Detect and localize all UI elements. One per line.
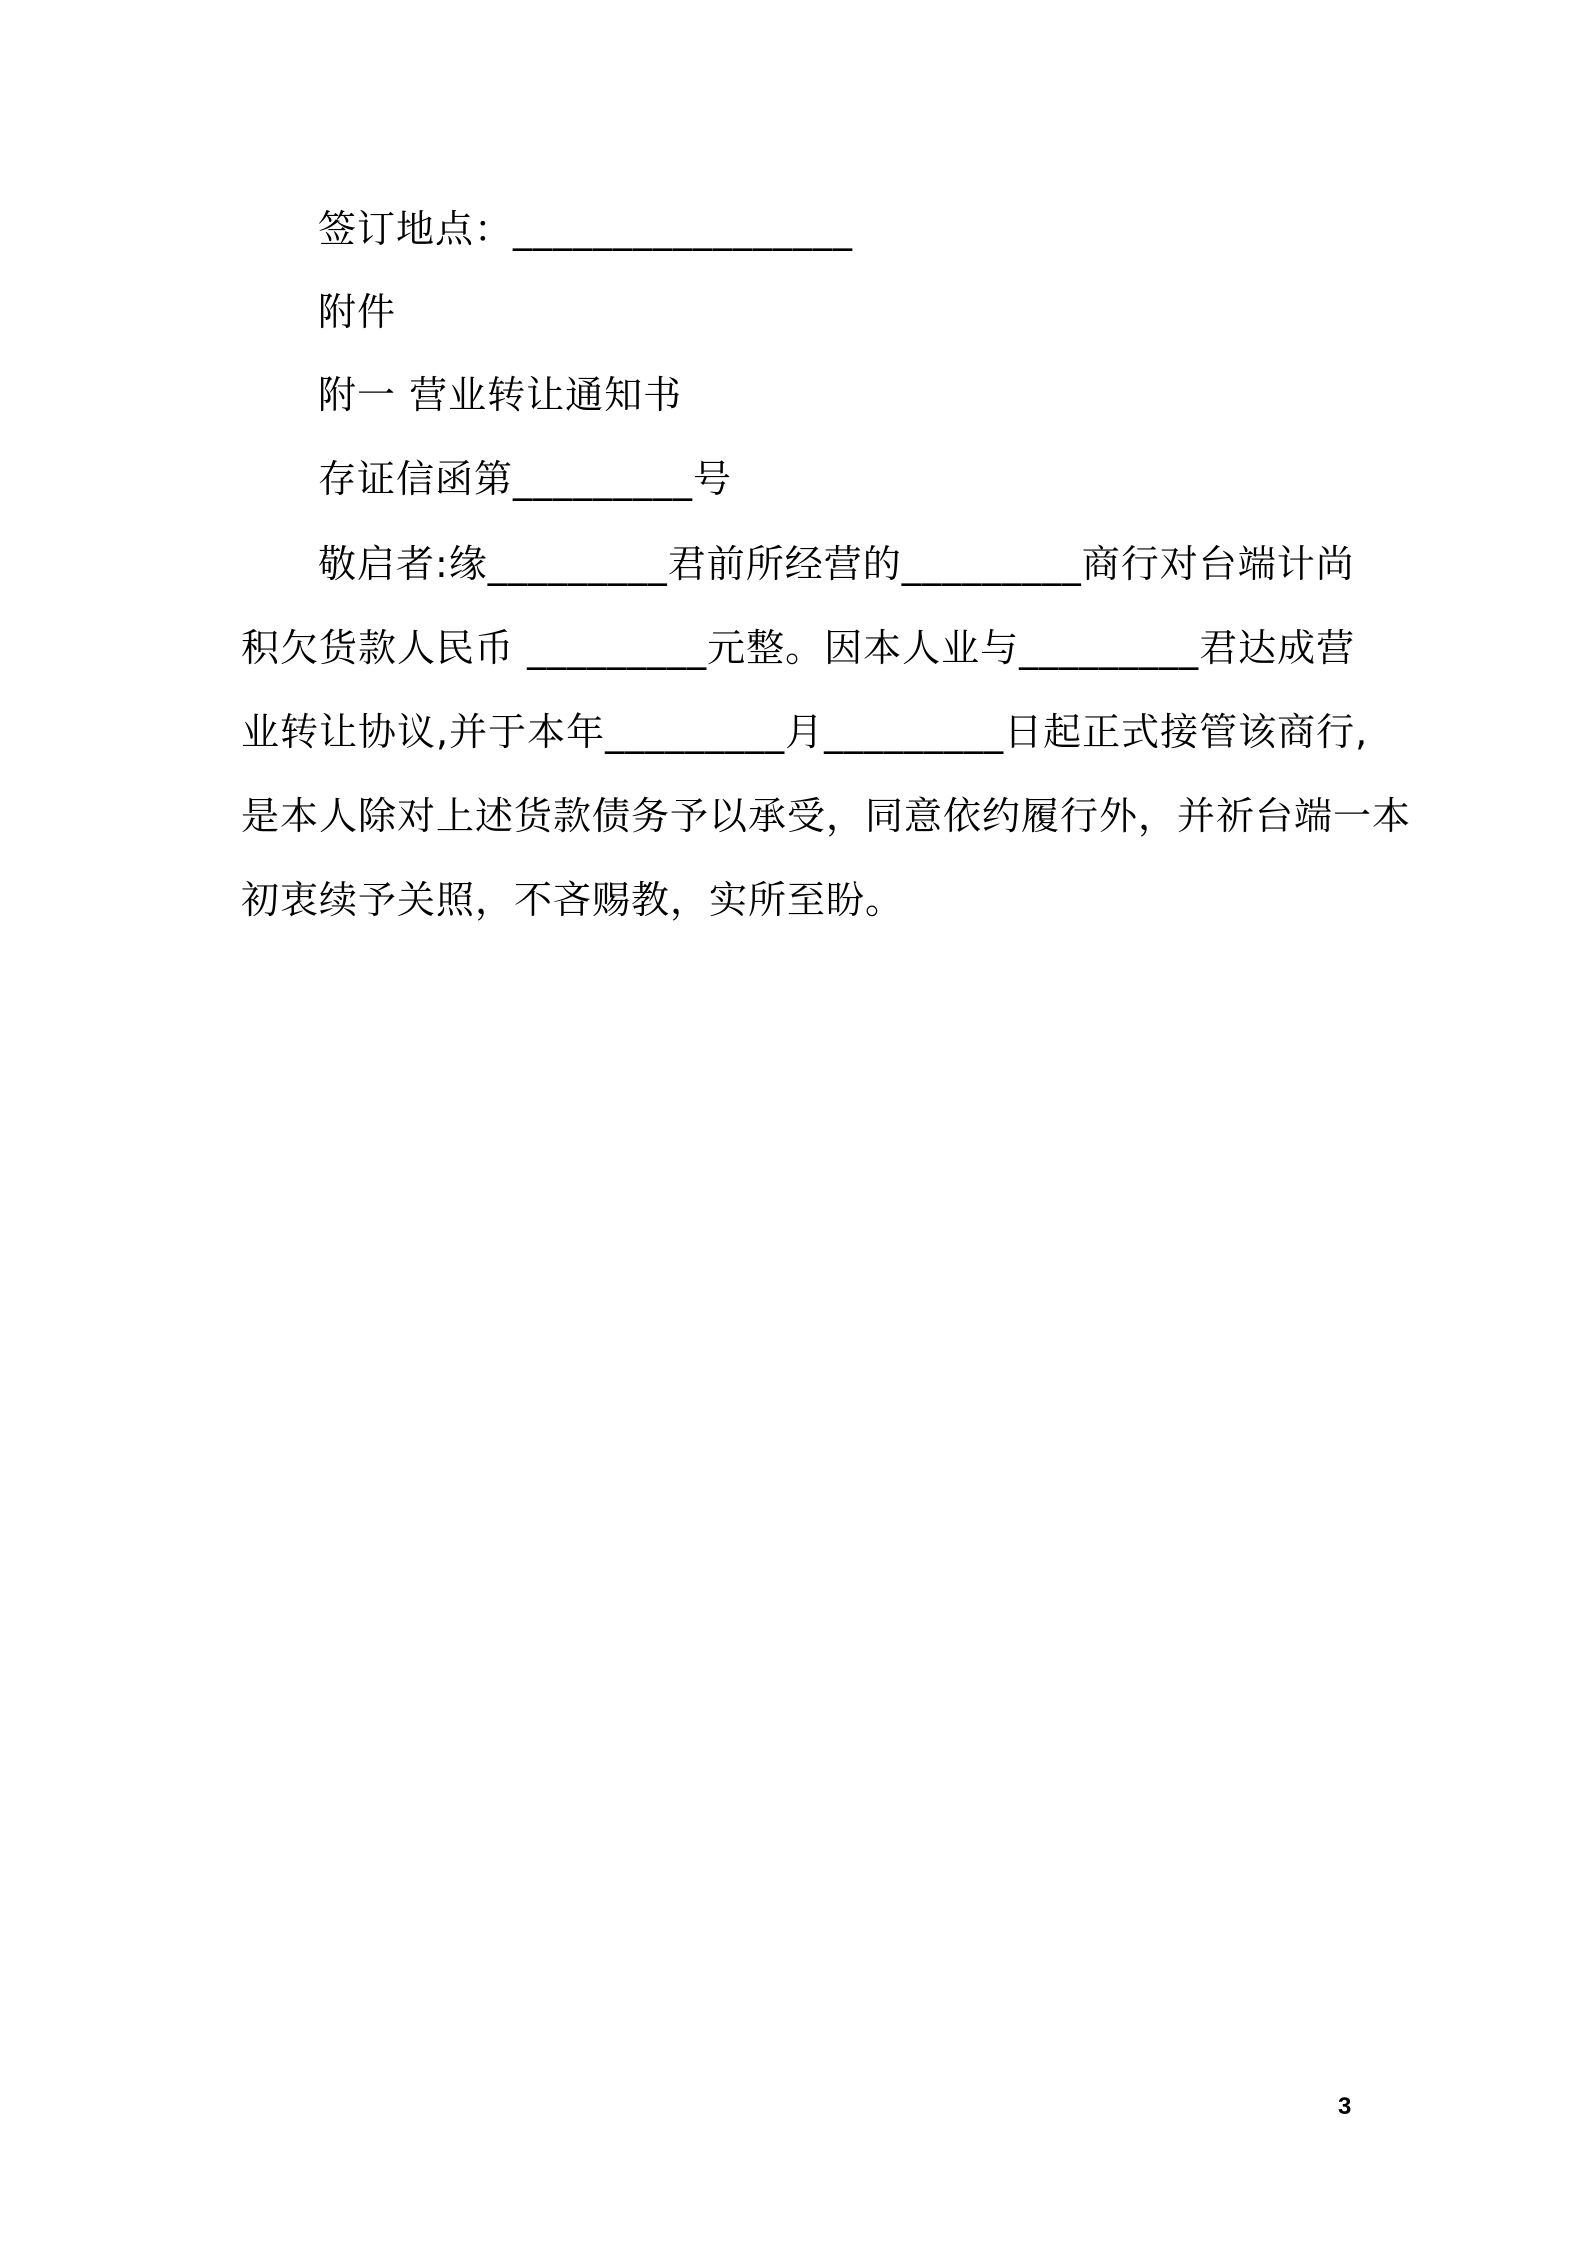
body-line: 初衷续予关照，不吝赐教，实所至盼。 <box>241 878 905 922</box>
body-line: 敬启者:缘_________君前所经营的_________商行对台端计尚 <box>318 542 1355 586</box>
attachment-heading: 附件 <box>318 290 397 334</box>
signing-place-line: 签订地点：_________________ <box>318 207 854 251</box>
page-number: 3 <box>1338 2093 1352 2120</box>
body-line: 积欠货款人民币 _________元整。因本人业与_________君达成营 <box>241 626 1356 670</box>
body-line: 是本人除对上述货款债务予以承受，同意依约履行外，并祈台端一本 <box>241 794 1412 838</box>
attachment-title: 附一 营业转让通知书 <box>318 373 683 417</box>
body-line: 业转让协议,并于本年_________月_________日起正式接管该商行, <box>241 710 1369 754</box>
letter-number-line: 存证信函第_________号 <box>318 457 733 501</box>
